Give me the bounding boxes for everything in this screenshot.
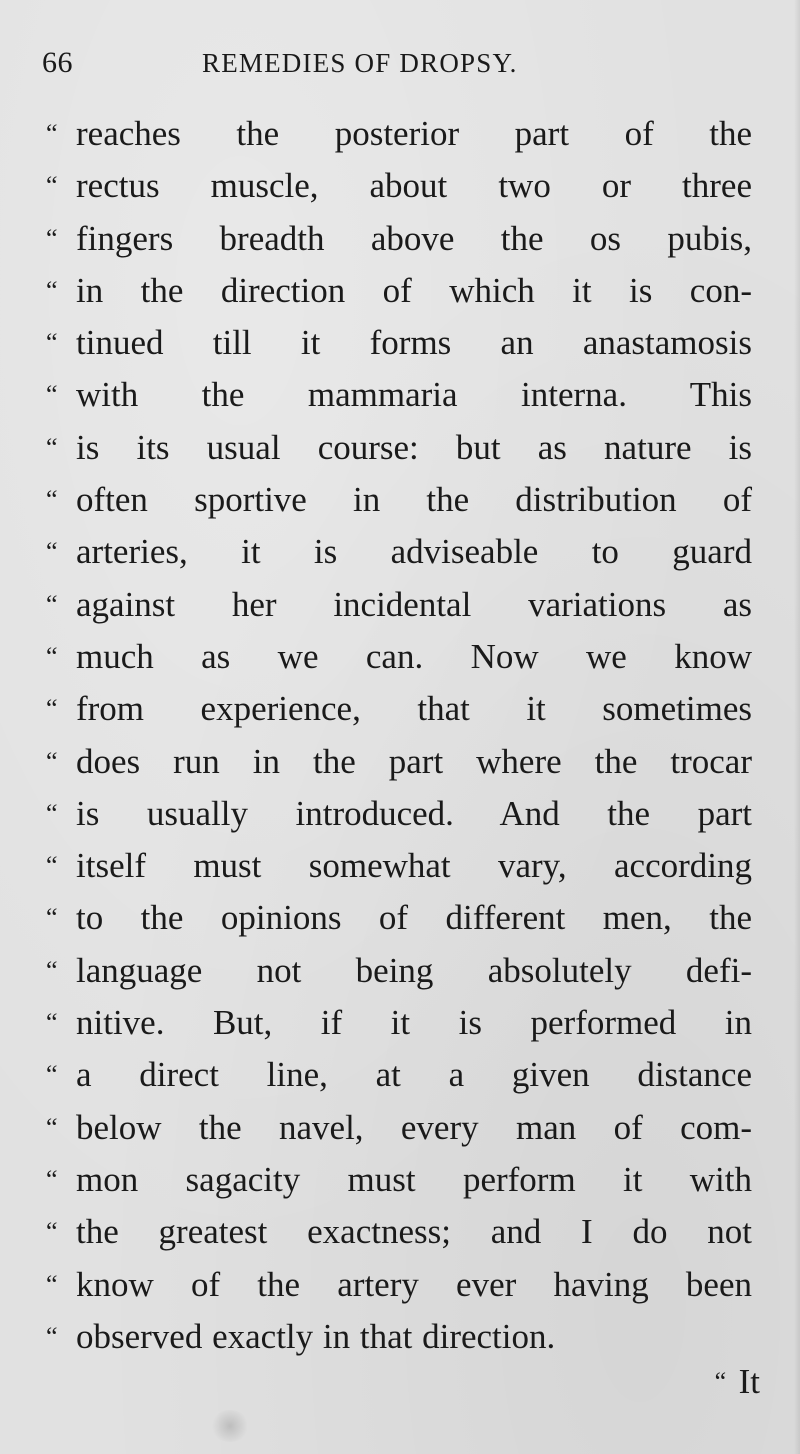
text-line [46, 1206, 752, 1258]
line-text: know of the artery ever having been [76, 1264, 752, 1304]
catchword [715, 1362, 760, 1402]
line-text: does run in the part where the trocar [76, 741, 752, 781]
quote-mark: “ [46, 485, 58, 515]
text-line [46, 369, 752, 421]
quote-mark: “ [46, 432, 58, 462]
line-text: rectus muscle, about two or three [76, 166, 752, 206]
text-line [46, 736, 752, 788]
quote-mark: “ [46, 694, 58, 724]
quote-mark: “ [46, 537, 58, 567]
quote-mark: “ [46, 119, 58, 148]
page-edge-shadow [794, 0, 800, 1454]
text-line [46, 265, 752, 317]
quote-mark: “ [46, 1321, 58, 1351]
line-text: often sportive in the distribution of [76, 480, 752, 520]
text-line [46, 474, 752, 526]
text-line [46, 1259, 752, 1311]
line-text: against her incidental variations as [76, 584, 752, 624]
line-text: language not being absolutely defi- [76, 950, 752, 990]
line-text: to the opinions of different men, the [76, 898, 752, 938]
quote-mark: “ [46, 955, 58, 985]
line-text: arteries, it is adviseable to guard [76, 532, 752, 572]
quote-mark: “ [714, 1367, 727, 1396]
quote-mark: “ [46, 641, 58, 671]
quote-mark: “ [46, 903, 58, 933]
line-text: below the navel, every man of com- [76, 1107, 752, 1147]
line-text: a direct line, at a given distance [76, 1055, 752, 1095]
line-text: fingers breadth above the os pubis, [76, 218, 752, 258]
text-line [46, 631, 752, 683]
quote-mark: “ [46, 1217, 58, 1247]
line-text: nitive. But, if it is performed in [76, 1003, 752, 1043]
quote-mark: “ [46, 328, 58, 358]
text-line [46, 1311, 752, 1363]
text-line [46, 997, 752, 1049]
body-text [46, 108, 752, 1363]
text-line [46, 160, 752, 212]
text-line [46, 892, 752, 944]
text-line [46, 945, 752, 997]
quote-mark: “ [46, 1164, 58, 1194]
quote-mark: “ [46, 1008, 58, 1038]
running-head [42, 46, 752, 86]
line-text: observed exactly in that direction. [76, 1316, 556, 1356]
quote-mark: “ [46, 589, 58, 619]
text-line [46, 526, 752, 578]
quote-mark: “ [46, 1269, 58, 1299]
line-text: itself must somewhat vary, according [76, 846, 752, 886]
text-line [46, 1154, 752, 1206]
running-title: REMEDIES OF DROPSY. [202, 48, 518, 78]
quote-mark: “ [46, 275, 58, 305]
text-line [46, 579, 752, 631]
text-line [46, 683, 752, 735]
line-text: the greatest exactness; and I do not [76, 1212, 752, 1252]
line-text: in the direction of which it is con- [76, 270, 752, 310]
text-line [46, 840, 752, 892]
text-line [46, 213, 752, 265]
quote-mark: “ [46, 223, 58, 253]
line-text: tinued till it forms an anastamosis [76, 323, 752, 363]
line-text: reaches the posterior part of the [76, 114, 752, 153]
quote-mark: “ [46, 851, 58, 881]
line-text: much as we can. Now we know [76, 636, 752, 676]
quote-mark: “ [46, 380, 58, 410]
quote-mark: “ [46, 1060, 58, 1090]
text-line [46, 1049, 752, 1101]
quote-mark: “ [46, 1112, 58, 1142]
quote-mark: “ [46, 171, 58, 201]
line-text: is its usual course: but as nature is [76, 427, 752, 467]
quote-mark: “ [46, 746, 58, 776]
page-number: 66 [42, 46, 73, 79]
text-line [46, 788, 752, 840]
quote-mark: “ [46, 798, 58, 828]
catchword-text: It [738, 1362, 760, 1401]
line-text: is usually introduced. And the part [76, 793, 752, 833]
line-text: with the mammaria interna. This [76, 375, 752, 415]
text-line [46, 108, 752, 160]
text-line [46, 422, 752, 474]
line-text: from experience, that it sometimes [76, 689, 752, 729]
ink-smudge [210, 1410, 250, 1442]
line-text: mon sagacity must perform it with [76, 1159, 752, 1199]
text-line [46, 317, 752, 369]
text-line [46, 1102, 752, 1154]
